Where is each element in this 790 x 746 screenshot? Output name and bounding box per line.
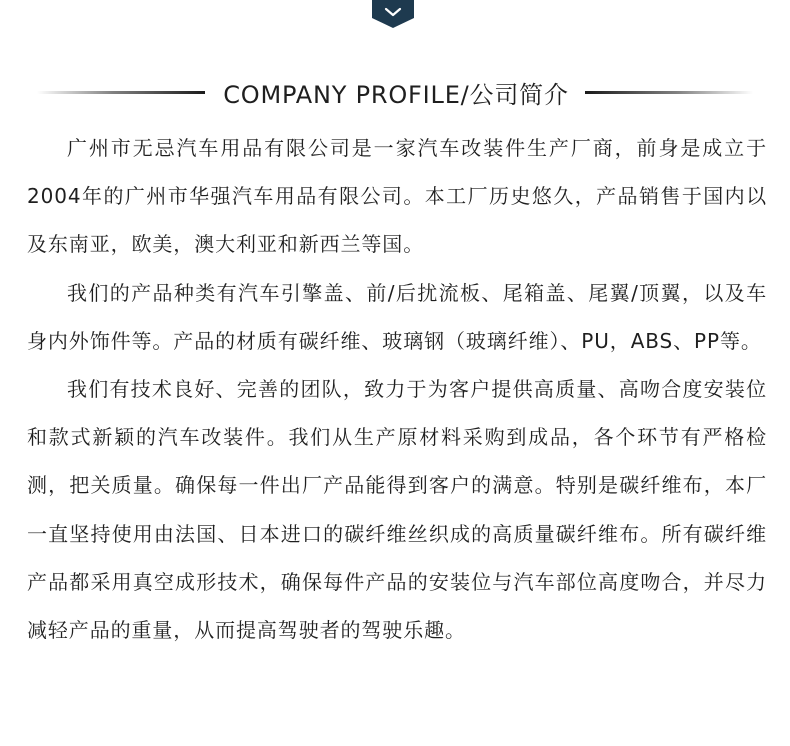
section-heading	[0, 70, 790, 114]
paragraph-quality-commitment: 我们有技术良好、完善的团队，致力于为客户提供高质量、高吻合度安装位和款式新颖的汽车改装件。我们从生产原材料采购到成品，各个环节有严格检测，把关质量。确保每一件出厂产品能得到客户的满意。特别是碳纤维布，本厂一直坚持使用由法国、日本进口的碳纤维丝织成的高质量碳纤维布。所有碳纤维产品都采用真空成形技术，确保每件产品的安装位与汽车部位高度吻合，并尽力减轻产品的重量，从而提高驾驶者的驾驶乐趣。	[27, 377, 767, 643]
section-title: COMPANY PROFILE/公司简介	[223, 80, 569, 109]
heading-divider-right	[585, 91, 753, 94]
company-profile-body	[27, 124, 767, 654]
chevron-down-icon	[372, 0, 414, 28]
paragraph-product-range: 我们的产品种类有汽车引擎盖、前/后扰流板、尾箱盖、尾翼/顶翼，以及车身内外饰件等。产品的材质有碳纤维、玻璃钢（玻璃纤维）、PU，ABS、PP等。	[27, 280, 767, 353]
paragraph-company-history: 广州市无忌汽车用品有限公司是一家汽车改装件生产厂商，前身是成立于2004年的广州市华强汽车用品有限公司。本工厂历史悠久，产品销售于国内以及东南亚，欧美，澳大利亚和新西兰等国。	[27, 136, 767, 257]
top-tab	[372, 0, 414, 28]
heading-divider-left	[37, 91, 205, 94]
